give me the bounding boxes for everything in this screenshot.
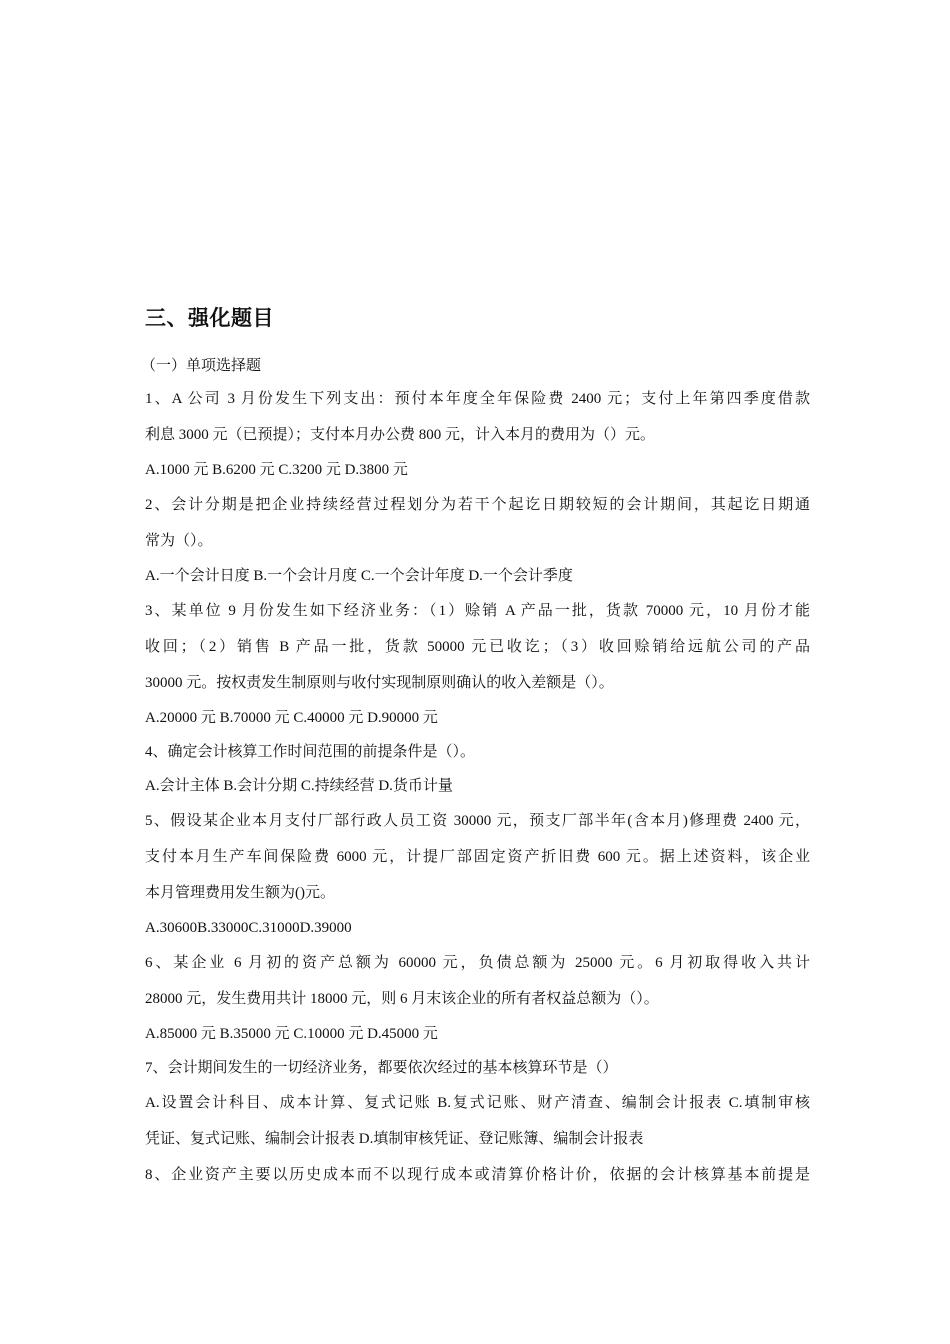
document-body	[141, 303, 810, 1193]
question-4-options: A.会计主体 B.会计分期 C.持续经营 D.货币计量	[145, 778, 453, 794]
question-5-line-1: 5、假设某企业本月支付厂部行政人员工资 30000 元，预支厂部半年(含本月)修理费 2400 元，	[145, 813, 810, 829]
question-7-line-1: 7、会计期间发生的一切经济业务，都要依次经过的基本核算环节是（）	[145, 1060, 618, 1076]
question-3-line-2: 收回；（2）销售 B 产品一批，货款 50000 元已收讫；（3）收回赊销给远航公司的产品	[145, 639, 810, 655]
question-6-options: A.85000 元 B.35000 元 C.10000 元 D.45000 元	[145, 1026, 438, 1042]
question-5-options: A.30600B.33000C.31000D.39000	[145, 920, 352, 936]
question-6-line-2: 28000 元，发生费用共计 18000 元，则 6 月末该企业的所有者权益总额为（）。	[145, 991, 659, 1007]
question-5-line-2: 支付本月生产车间保险费 6000 元，计提厂部固定资产折旧费 600 元。据上述资料，该企业	[145, 849, 810, 865]
question-1-line-1: 1、A 公司 3 月份发生下列支出：预付本年度全年保险费 2400 元；支付上年第四季度借款	[145, 391, 810, 407]
subsection-heading: （一）单项选择题	[141, 358, 262, 374]
section-heading: 三、强化题目	[145, 306, 274, 330]
question-4-line-1: 4、确定会计核算工作时间范围的前提条件是（）。	[145, 744, 476, 760]
question-8-line-1: 8、企业资产主要以历史成本而不以现行成本或清算价格计价，依据的会计核算基本前提是	[145, 1167, 810, 1183]
question-1-options: A.1000 元 B.6200 元 C.3200 元 D.3800 元	[145, 462, 408, 478]
question-6-line-1: 6、某企业 6 月初的资产总额为 60000 元，负债总额为 25000 元。6 月初取得收入共计	[145, 955, 810, 971]
question-2-line-1: 2、会计分期是把企业持续经营过程划分为若干个起讫日期较短的会计期间，其起讫日期通	[145, 497, 810, 513]
question-7-options-line-2: 凭证、复式记账、编制会计报表 D.填制审核凭证、登记账簿、编制会计报表	[145, 1131, 644, 1147]
question-3-line-3: 30000 元。按权责发生制原则与收付实现制原则确认的收入差额是（）。	[145, 675, 614, 691]
question-2-options: A.一个会计日度 B.一个会计月度 C.一个会计年度 D.一个会计季度	[145, 568, 573, 584]
question-7-options-line-1: A.设置会计科目、成本计算、复式记账 B.复式记账、财产清查、编制会计报表 C.填制审核	[145, 1095, 810, 1111]
question-2-line-2: 常为（）。	[145, 533, 213, 549]
question-3-line-1: 3、某单位 9 月份发生如下经济业务：（1）赊销 A 产品一批，货款 70000 元，10 月份才能	[145, 603, 810, 619]
question-1-line-2: 利息 3000 元（已预提）；支付本月办公费 800 元，计入本月的费用为（）元。	[145, 427, 656, 443]
question-3-options: A.20000 元 B.70000 元 C.40000 元 D.90000 元	[145, 710, 438, 726]
question-5-line-3: 本月管理费用发生额为()元。	[145, 885, 335, 901]
